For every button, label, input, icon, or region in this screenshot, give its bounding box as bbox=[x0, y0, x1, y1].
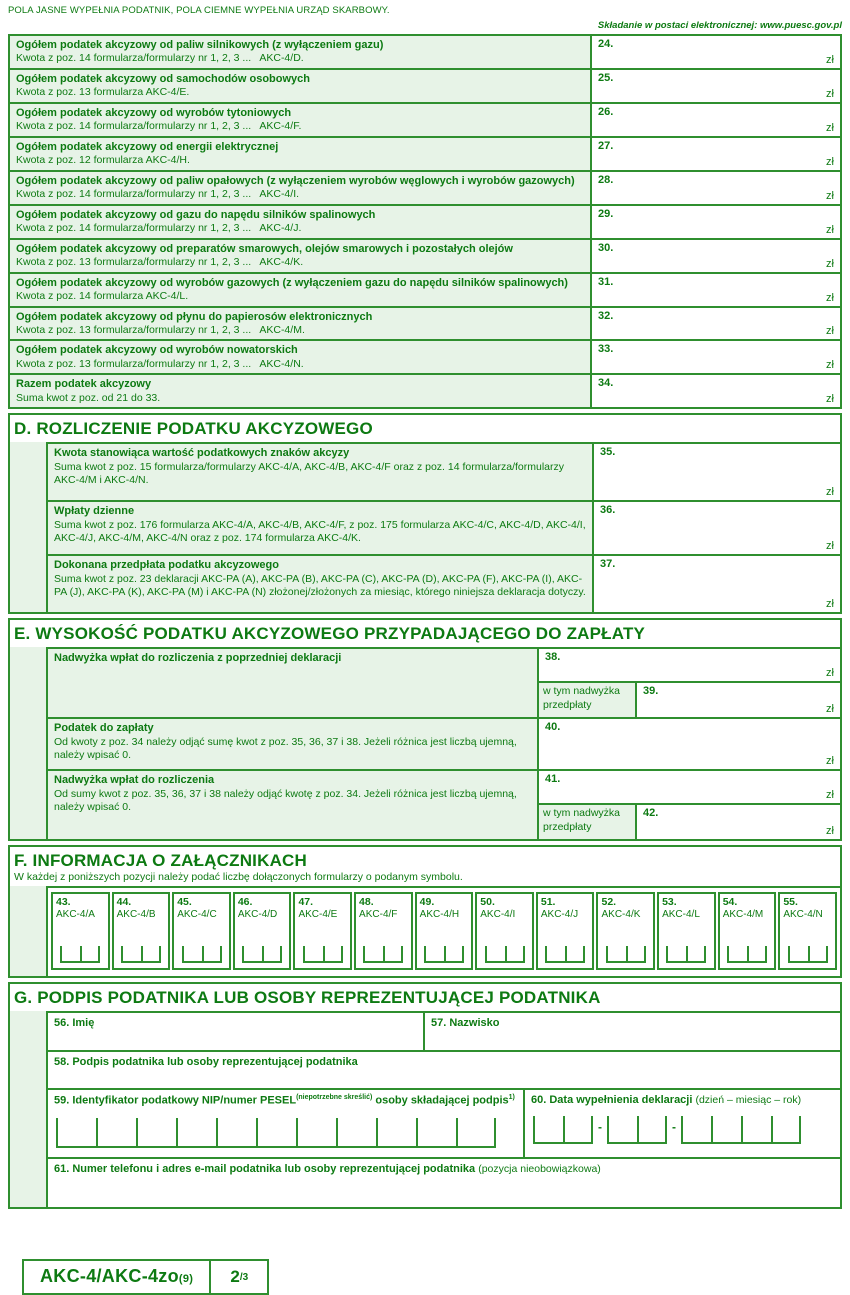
attachment-box-53: 53. AKC-4/L bbox=[657, 892, 716, 970]
fill-date-field[interactable]: 60. Data wypełnienia deklaracji (dzień – miesiąc – rok) - - bbox=[525, 1090, 840, 1157]
section-e-rows bbox=[46, 647, 840, 839]
section-e-body bbox=[10, 647, 840, 839]
currency-label: zł bbox=[826, 121, 834, 134]
day-comb[interactable] bbox=[533, 1116, 593, 1144]
row-label: Ogółem podatek akcyzowy od gazu do napędu silników spalinowych Kwota z poz. 14 formularza/formularzy nr 1, 2, 3 ... AKC-4/J. bbox=[10, 206, 592, 238]
row-35 bbox=[48, 444, 840, 500]
currency-label: zł bbox=[826, 598, 834, 611]
attachment-count-input[interactable] bbox=[788, 946, 828, 963]
currency-label: zł bbox=[826, 291, 834, 304]
field-number: 27. bbox=[598, 139, 614, 152]
fill-instructions-note: POLA JASNE WYPEŁNIA PODATNIK, POLA CIEMNE WYPEŁNIA URZĄD SKARBOWY. bbox=[8, 5, 390, 16]
row-label: Ogółem podatek akcyzowy od preparatów smarowych, olejów smarowych i pozostałych olejów Kwota z poz. 13 formularza/formularzy nr 1, 2, 3 ... AKC-4/K. bbox=[10, 240, 592, 272]
summary-table bbox=[8, 34, 842, 409]
row-label: Nadwyżka wpłat do rozliczenia Od sumy kwot z poz. 35, 36, 37 i 38 należy odjąć kwotę z poz. 34. Jeżeli różnica jest liczbą ujemną, należy wpisać 0. bbox=[48, 771, 539, 839]
attachment-box-44: 44. AKC-4/B bbox=[112, 892, 171, 970]
field-number: 26. bbox=[598, 105, 614, 118]
summary-row-31 bbox=[10, 272, 840, 306]
currency-label: zł bbox=[826, 393, 834, 406]
section-f-title: F. INFORMACJA O ZAŁĄCZNIKACH bbox=[14, 851, 308, 871]
row-42 bbox=[539, 803, 840, 839]
section-d-body bbox=[10, 442, 840, 612]
row-label: Nadwyżka wpłat do rozliczenia z poprzedniej deklaracji bbox=[48, 649, 539, 717]
amount-field-28[interactable] bbox=[592, 172, 840, 204]
field-number: 39. bbox=[643, 685, 659, 698]
amount-field-40[interactable] bbox=[539, 719, 840, 769]
attachment-count-input[interactable] bbox=[303, 946, 343, 963]
attachment-box-43: 43. AKC-4/A bbox=[51, 892, 110, 970]
currency-label: zł bbox=[826, 789, 834, 802]
section-f bbox=[8, 845, 842, 978]
row-label: Wpłaty dzienne Suma kwot z poz. 176 formularza AKC-4/A, AKC-4/B, AKC-4/F, z poz. 175 formularza AKC-4/C, AKC-4/D, AKC-4/I, AKC-4/J, AKC-4/M, AKC-4/N oraz z poz. 174 formularza AKC-4/K. bbox=[48, 502, 594, 554]
name-row bbox=[48, 1013, 840, 1050]
form-code-label: AKC-4/AKC-4zo(9) bbox=[24, 1261, 211, 1293]
field-number: 29. bbox=[598, 207, 614, 220]
field-number: 36. bbox=[600, 504, 616, 517]
date-comb-input[interactable] bbox=[533, 1116, 832, 1144]
amount-field-42[interactable] bbox=[637, 805, 840, 839]
attachment-count-input[interactable] bbox=[121, 946, 161, 963]
attachment-count-input[interactable] bbox=[485, 946, 525, 963]
row-label: Ogółem podatek akcyzowy od paliw silnikowych (z wyłączeniem gazu) Kwota z poz. 14 formularza/formularzy nr 1, 2, 3 ... AKC-4/D. bbox=[10, 36, 592, 68]
amount-field-35[interactable] bbox=[594, 444, 840, 500]
attachment-box-49: 49. AKC-4/H bbox=[415, 892, 474, 970]
section-f-spine bbox=[10, 886, 46, 976]
section-d-rows bbox=[46, 442, 840, 612]
attachment-box-50: 50. AKC-4/I bbox=[475, 892, 534, 970]
attachment-count-input[interactable] bbox=[727, 946, 767, 963]
attachment-box-46: 46. AKC-4/D bbox=[233, 892, 292, 970]
contact-row bbox=[48, 1157, 840, 1207]
attachment-count-input[interactable] bbox=[242, 946, 282, 963]
currency-label: zł bbox=[826, 155, 834, 168]
phone-email-field[interactable]: 61. Numer telefonu i adres e-mail podatnika lub osoby reprezentującej podatnika (pozycja nieobowiązkowa) bbox=[48, 1159, 840, 1207]
attachment-box-55: 55. AKC-4/N bbox=[778, 892, 837, 970]
field-number: 40. bbox=[545, 721, 561, 734]
currency-label: zł bbox=[826, 667, 834, 680]
row-label: Ogółem podatek akcyzowy od wyrobów nowatorskich Kwota z poz. 13 formularza/formularzy nr 1, 2, 3 ... AKC-4/N. bbox=[10, 341, 592, 373]
row-label: Ogółem podatek akcyzowy od płynu do papierosów elektronicznych Kwota z poz. 13 formularza/formularzy nr 1, 2, 3 ... AKC-4/M. bbox=[10, 308, 592, 340]
amount-field-31[interactable] bbox=[592, 274, 840, 306]
electronic-filing-note: Składanie w postaci elektronicznej: www.puesc.gov.pl bbox=[597, 20, 842, 31]
section-g-title: G. PODPIS PODATNIKA LUB OSOBY REPREZENTUJĄCEJ PODATNIKA bbox=[14, 988, 601, 1008]
summary-row-26 bbox=[10, 102, 840, 136]
attachment-boxes bbox=[46, 886, 840, 976]
row-39 bbox=[539, 681, 840, 717]
summary-row-24 bbox=[10, 36, 840, 68]
currency-label: zł bbox=[826, 359, 834, 372]
strike-note-sup: (niepotrzebne skreślić) bbox=[296, 1094, 373, 1102]
section-g bbox=[8, 982, 842, 1209]
section-e-title: E. WYSOKOŚĆ PODATKU AKCYZOWEGO PRZYPADAJĄCEGO DO ZAPŁATY bbox=[14, 624, 646, 644]
row-label: Ogółem podatek akcyzowy od samochodów osobowych Kwota z poz. 13 formularza AKC-4/E. bbox=[10, 70, 592, 102]
summary-row-27 bbox=[10, 136, 840, 170]
section-g-body bbox=[10, 1011, 840, 1207]
last-name-field[interactable]: 57. Nazwisko bbox=[425, 1013, 840, 1050]
year-comb[interactable] bbox=[681, 1116, 801, 1144]
first-name-field[interactable]: 56. Imię bbox=[48, 1013, 425, 1050]
row-41-42-right bbox=[539, 771, 840, 839]
amount-field-25[interactable] bbox=[592, 70, 840, 102]
field-number: 35. bbox=[600, 446, 616, 459]
summary-row-32 bbox=[10, 306, 840, 340]
amount-field-30[interactable] bbox=[592, 240, 840, 272]
field-number: 33. bbox=[598, 343, 614, 356]
currency-label: zł bbox=[826, 540, 834, 553]
amount-field-33[interactable] bbox=[592, 341, 840, 373]
currency-label: zł bbox=[826, 87, 834, 100]
row-36 bbox=[48, 500, 840, 554]
attachment-count-input[interactable] bbox=[545, 946, 585, 963]
summary-row-29 bbox=[10, 204, 840, 238]
field-number: 34. bbox=[598, 377, 614, 390]
currency-label: zł bbox=[826, 755, 834, 768]
section-d bbox=[8, 413, 842, 614]
signature-row bbox=[48, 1050, 840, 1088]
field-number: 31. bbox=[598, 275, 614, 288]
row-label: Razem podatek akcyzowy Suma kwot z poz. od 21 do 33. bbox=[10, 375, 592, 407]
amount-field-39[interactable] bbox=[637, 683, 840, 717]
form-code-box bbox=[22, 1259, 269, 1295]
section-e bbox=[8, 618, 842, 841]
sub-label: w tym nadwyżka przedpłaty bbox=[539, 805, 637, 839]
currency-label: zł bbox=[826, 325, 834, 338]
attachment-count-input[interactable] bbox=[606, 946, 646, 963]
row-label: Dokonana przedpłata podatku akcyzowego Suma kwot z poz. 23 deklaracji AKC-PA (A), AKC-PA (B), AKC-PA (C), AKC-PA (D), AKC-PA (F), AKC-PA (I), AKC-PA (J), AKC-PA (K), AKC-PA (M) i AKC-PA (N) złożonej/złożonych za miesiąc, którego niniejsza deklaracja dotyczy. bbox=[48, 556, 594, 612]
amount-field-27[interactable] bbox=[592, 138, 840, 170]
tax-id-field[interactable]: 59. Identyfikator podatkowy NIP/numer $PESEL^{(niepotrzebne skreślić)}$ osoby składającej podpis$^{1)}$ bbox=[48, 1090, 525, 1157]
date-separator: - bbox=[672, 1120, 676, 1135]
currency-label: zł bbox=[826, 53, 834, 66]
amount-field-32[interactable] bbox=[592, 308, 840, 340]
attachment-box-48: 48. AKC-4/F bbox=[354, 892, 413, 970]
field-number: 37. bbox=[600, 558, 616, 571]
row-label: Ogółem podatek akcyzowy od wyrobów gazowych (z wyłączeniem gazu do napędu silników spalinowych) Kwota z poz. 14 formularza AKC-4/L. bbox=[10, 274, 592, 306]
amount-field-37[interactable] bbox=[594, 556, 840, 612]
section-f-description: W każdej z poniższych pozycji należy podać liczbę dołączonych formularzy o podanym symbolu. bbox=[14, 871, 463, 884]
signature-field[interactable]: 58. Podpis podatnika lub osoby reprezentującej podatnika bbox=[48, 1052, 840, 1088]
field-number: 28. bbox=[598, 173, 614, 186]
page-total: /3 bbox=[239, 1271, 249, 1283]
form-version: (9) bbox=[178, 1273, 194, 1286]
attachment-count-input[interactable] bbox=[363, 946, 403, 963]
page-indicator: 2 /3 bbox=[230, 1267, 249, 1287]
attachment-count-input[interactable] bbox=[666, 946, 706, 963]
row-label: Kwota stanowiąca wartość podatkowych znaków akcyzy Suma kwot z poz. 15 formularza/formularzy AKC-4/A, AKC-4/B, AKC-4/F oraz z poz. 14 formularza/formularzy AKC-4/M i AKC-4/N. bbox=[48, 444, 594, 500]
field-number: 41. bbox=[545, 773, 561, 786]
amount-field-38[interactable] bbox=[539, 649, 840, 681]
summary-row-25 bbox=[10, 68, 840, 102]
attachment-box-52: 52. AKC-4/K bbox=[596, 892, 655, 970]
row-38-39-right bbox=[539, 649, 840, 717]
amount-field-24[interactable] bbox=[592, 36, 840, 68]
attachment-box-47: 47. AKC-4/E bbox=[293, 892, 352, 970]
field-number: 38. bbox=[545, 651, 561, 664]
attachment-box-51: 51. AKC-4/J bbox=[536, 892, 595, 970]
summary-row-34-total bbox=[10, 373, 840, 407]
sub-label: w tym nadwyżka przedpłaty bbox=[539, 683, 637, 717]
nip-pesel-comb-input[interactable] bbox=[56, 1118, 515, 1148]
currency-label: zł bbox=[826, 825, 834, 838]
row-38-39 bbox=[48, 649, 840, 717]
field-number: 25. bbox=[598, 71, 614, 84]
currency-label: zł bbox=[826, 703, 834, 716]
summary-row-33 bbox=[10, 339, 840, 373]
attachment-box-45: 45. AKC-4/C bbox=[172, 892, 231, 970]
row-label: Ogółem podatek akcyzowy od paliw opałowych (z wyłączeniem wyrobów węglowych i wyrobów gazowych) Kwota z poz. 14 formularza/formularzy nr 1, 2, 3 ... AKC-4/I. bbox=[10, 172, 592, 204]
row-37 bbox=[48, 554, 840, 612]
amount-field-29[interactable] bbox=[592, 206, 840, 238]
attachment-count-input[interactable] bbox=[424, 946, 464, 963]
currency-label: zł bbox=[826, 257, 834, 270]
row-40 bbox=[48, 717, 840, 769]
attachment-box-54: 54. AKC-4/M bbox=[718, 892, 777, 970]
field-number: 32. bbox=[598, 309, 614, 322]
currency-label: zł bbox=[826, 223, 834, 236]
footnote-sup: 1) bbox=[508, 1094, 515, 1102]
summary-row-28 bbox=[10, 170, 840, 204]
amount-field-36[interactable] bbox=[594, 502, 840, 554]
attachment-count-input[interactable] bbox=[60, 946, 100, 963]
row-label: Ogółem podatek akcyzowy od wyrobów tytoniowych Kwota z poz. 14 formularza/formularzy nr 1, 2, 3 ... AKC-4/F. bbox=[10, 104, 592, 136]
section-d-title: D. ROZLICZENIE PODATKU AKCYZOWEGO bbox=[14, 419, 373, 439]
date-separator: - bbox=[598, 1120, 602, 1135]
row-label: Ogółem podatek akcyzowy od energii elektrycznej Kwota z poz. 12 formularza AKC-4/H. bbox=[10, 138, 592, 170]
currency-label: zł bbox=[826, 486, 834, 499]
field-number: 24. bbox=[598, 38, 614, 50]
summary-row-30 bbox=[10, 238, 840, 272]
section-g-rows bbox=[46, 1011, 840, 1207]
section-e-spine bbox=[10, 647, 46, 839]
section-f-body bbox=[10, 886, 840, 976]
amount-field-41[interactable] bbox=[539, 771, 840, 803]
amount-field-34[interactable] bbox=[592, 375, 840, 407]
row-label: Podatek do zapłaty Od kwoty z poz. 34 należy odjąć sumę kwot z poz. 35, 36, 37 i 38. Jeżeli różnica jest liczbą ujemną, należy wpisać 0. bbox=[48, 719, 539, 769]
id-and-date-row bbox=[48, 1088, 840, 1157]
field-number: 30. bbox=[598, 241, 614, 254]
month-comb[interactable] bbox=[607, 1116, 667, 1144]
amount-field-26[interactable] bbox=[592, 104, 840, 136]
section-g-spine bbox=[10, 1011, 46, 1207]
currency-label: zł bbox=[826, 189, 834, 202]
section-d-spine bbox=[10, 442, 46, 612]
field-number: 42. bbox=[643, 807, 659, 820]
row-41-42 bbox=[48, 769, 840, 839]
attachment-count-input[interactable] bbox=[182, 946, 222, 963]
